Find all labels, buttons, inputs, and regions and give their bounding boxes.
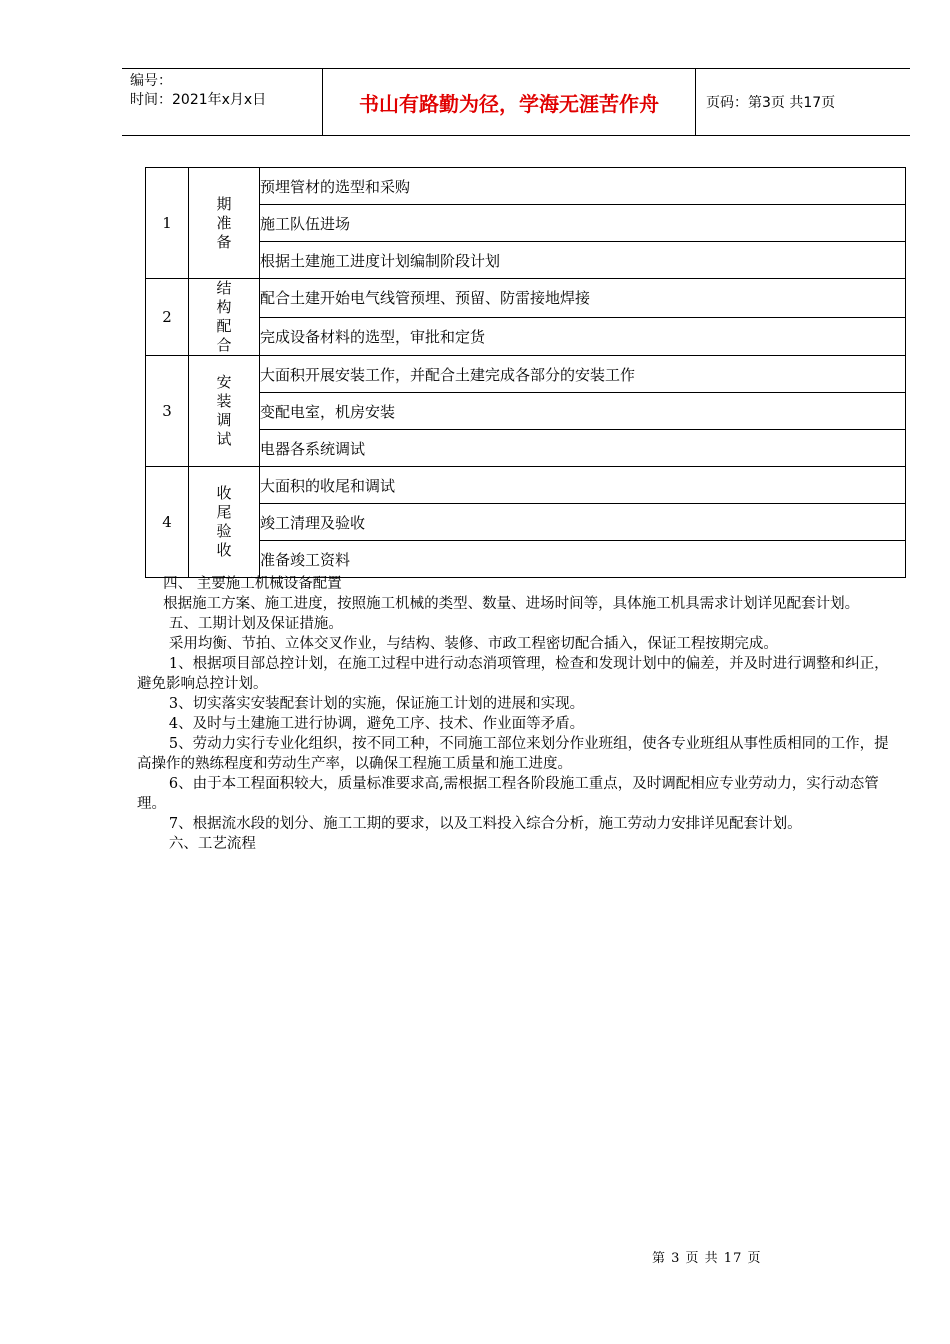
paragraph: 1、根据项目部总控计划，在施工过程中进行动态消项管理，检查和发现计划中的偏差，并及时进行调整和纠正，避免影响总控计划。 [137,656,889,692]
task-cell: 预埋管材的选型和采购 [260,168,906,205]
task-cell: 大面积开展安装工作，并配合土建完成各部分的安装工作 [260,356,906,393]
paragraph: 5、劳动力实行专业化组织，按不同工种，不同施工部位来划分作业班组，使各专业班组从事性质相同的工作，提高操作的熟练程度和劳动生产率，以确保工程施工质量和施工进度。 [137,736,889,772]
header-slogan: 书山有路勤为径，学海无涯苦作舟 [322,69,696,135]
table-row [146,205,906,242]
phase-cell: 安装调试 [189,356,260,467]
task-cell: 根据土建施工进度计划编制阶段计划 [260,242,906,279]
task-cell: 大面积的收尾和调试 [260,467,906,504]
phase-cell: 结构配合 [189,279,260,356]
header-meta [122,69,322,135]
header-page-label: 页码：第3页 共17页 [706,95,836,111]
paragraph: 根据施工方案、施工进度，按照施工机械的类型、数量、进场时间等，具体施工机具需求计划详见配套计划。 [163,596,860,612]
row-number: 4 [146,467,189,578]
section-heading: 五、工期计划及保证措施。 [168,616,343,632]
table-row [146,393,906,430]
row-number: 2 [146,279,189,356]
task-cell: 变配电室，机房安装 [260,393,906,430]
table-row [146,467,906,504]
task-cell: 准备竣工资料 [260,541,906,578]
table-row [146,356,906,393]
task-cell: 电器各系统调试 [260,430,906,467]
schedule-table [145,167,906,578]
phase-cell: 期准备 [189,168,260,279]
paragraph: 采用均衡、节拍、立体交叉作业，与结构、装修、市政工程密切配合插入，保证工程按期完成。 [168,636,778,652]
page-header [122,68,910,136]
paragraph: 6、由于本工程面积较大，质量标准要求高,需根据工程各阶段施工重点，及时调配相应专业劳动力，实行动态管理。 [137,776,879,812]
table-row [146,168,906,205]
table-row [146,317,906,356]
table-row [146,430,906,467]
body-text [137,574,897,854]
paragraph: 3、切实落实安装配套计划的实施，保证施工计划的进展和实现。 [168,696,585,712]
section-heading: 四、 主要施工机械设备配置 [163,576,342,592]
table-row [146,242,906,279]
section-heading: 六、工艺流程 [168,836,256,852]
table-row [146,504,906,541]
paragraph: 7、根据流水段的划分、施工工期的要求，以及工料投入综合分析，施工劳动力安排详见配套计划。 [168,816,802,832]
number-label: 编号： [130,73,172,89]
row-number: 1 [146,168,189,279]
task-cell: 施工队伍进场 [260,205,906,242]
task-cell: 完成设备材料的选型，审批和定货 [260,317,906,356]
task-cell: 竣工清理及验收 [260,504,906,541]
row-number: 3 [146,356,189,467]
table-row [146,541,906,578]
table-row [146,279,906,318]
phase-cell: 收尾验收 [189,467,260,578]
page-footer: 第 3 页 共 17 页 [652,1251,762,1266]
task-cell: 配合土建开始电气线管预埋、预留、防雷接地焊接 [260,279,906,318]
paragraph: 4、及时与土建施工进行协调，避免工序、技术、作业面等矛盾。 [168,716,585,732]
time-label: 时间：2021年x月x日 [130,92,267,108]
